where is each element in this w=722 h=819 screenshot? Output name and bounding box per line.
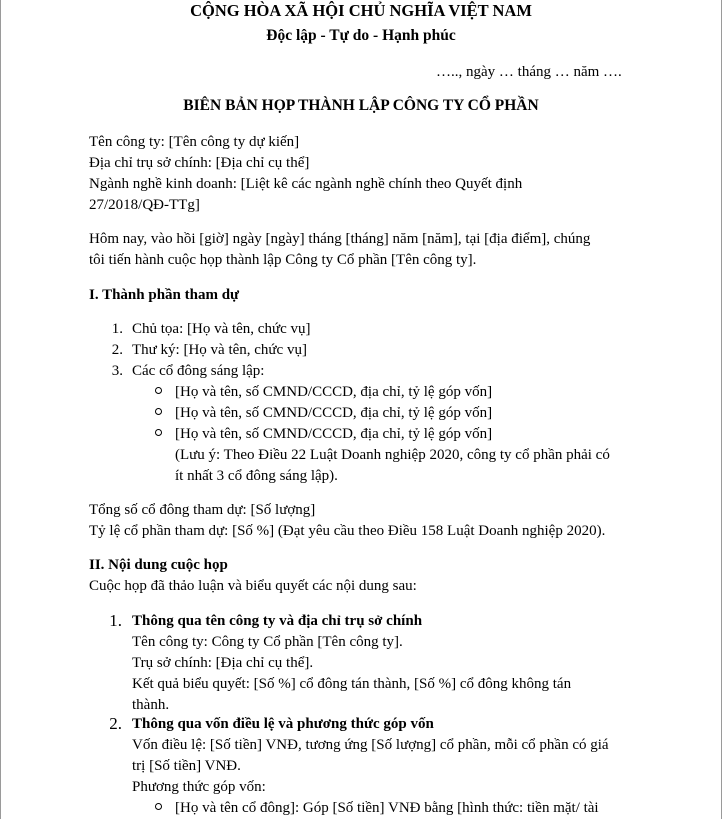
founders-item: Các cổ đông sáng lập: — [132, 363, 265, 379]
legal-note-line-1: (Lưu ý: Theo Điều 22 Luật Doanh nghiệp 2020, công ty cổ phần phải có — [175, 447, 610, 463]
document-title: BIÊN BẢN HỌP THÀNH LẬP CÔNG TY CỔ PHẦN — [183, 97, 539, 114]
bullet-icon — [155, 387, 162, 394]
agenda-item-2-line: Phương thức góp vốn: — [132, 779, 266, 795]
shareholder-entry: [Họ và tên, số CMND/CCCD, địa chỉ, tỷ lệ góp vốn] — [175, 384, 493, 400]
attendee-total-line: Tổng số cổ đông tham dự: [Số lượng] — [89, 502, 316, 518]
business-line-1: Ngành nghề kinh doanh: [Liệt kê các ngành nghề chính theo Quyết định — [89, 176, 523, 192]
agenda-item-2-title: Thông qua vốn điều lệ và phương thức góp vốn — [132, 716, 434, 732]
agenda-item-1-line: thành. — [132, 697, 170, 713]
contribution-entry: [Họ và tên cổ đông]: Góp [Số tiền] VNĐ bằng [hình thức: tiền mặt/ tài — [175, 800, 599, 816]
agenda-item-1-title: Thông qua tên công ty và địa chỉ trụ sở chính — [132, 613, 423, 629]
date-line: ….., ngày … tháng … năm …. — [436, 64, 622, 80]
section-2-intro: Cuộc họp đã thảo luận và biểu quyết các nội dung sau: — [89, 578, 417, 594]
national-motto: Độc lập - Tự do - Hạnh phúc — [266, 27, 456, 44]
agenda-item-1-line: Tên công ty: Công ty Cổ phần [Tên công ty]. — [132, 634, 403, 650]
national-title: CỘNG HÒA XÃ HỘI CHỦ NGHĨA VIỆT NAM — [190, 1, 532, 20]
list-number: 3. — [111, 363, 123, 379]
agenda-item-1-line: Kết quả biểu quyết: [Số %] cổ đông tán thành, [Số %] cổ đông không tán — [132, 676, 572, 692]
company-name-line: Tên công ty: [Tên công ty dự kiến] — [89, 134, 300, 150]
bullet-icon — [155, 803, 162, 810]
agenda-item-2-line: Vốn điều lệ: [Số tiền] VNĐ, tương ứng [Số lượng] cổ phần, mỗi cổ phần có giá — [132, 737, 609, 753]
shareholder-entry: [Họ và tên, số CMND/CCCD, địa chỉ, tỷ lệ góp vốn] — [175, 426, 493, 442]
list-number: 2. — [109, 714, 122, 733]
intro-line-2: tôi tiến hành cuộc họp thành lập Công ty Cổ phần [Tên công ty]. — [89, 252, 477, 268]
business-line-2: 27/2018/QĐ-TTg] — [89, 197, 200, 213]
bullet-icon — [155, 429, 162, 436]
shareholder-entry: [Họ và tên, số CMND/CCCD, địa chỉ, tỷ lệ góp vốn] — [175, 405, 493, 421]
section-2-heading: II. Nội dung cuộc họp — [89, 557, 228, 573]
section-1-heading: I. Thành phần tham dự — [89, 287, 240, 303]
secretary-item: Thư ký: [Họ và tên, chức vụ] — [132, 342, 307, 358]
chair-item: Chủ tọa: [Họ và tên, chức vụ] — [132, 321, 311, 337]
legal-note-line-2: ít nhất 3 cổ đông sáng lập). — [175, 468, 338, 484]
company-address-line: Địa chỉ trụ sở chính: [Địa chỉ cụ thể] — [89, 155, 310, 171]
intro-line-1: Hôm nay, vào hồi [giờ] ngày [ngày] tháng [tháng] năm [năm], tại [địa điểm], chúng — [89, 231, 591, 247]
list-number: 2. — [111, 342, 123, 358]
list-number: 1. — [109, 611, 122, 630]
list-number: 1. — [111, 321, 123, 337]
agenda-item-2-line: trị [Số tiền] VNĐ. — [132, 758, 241, 774]
agenda-item-1-line: Trụ sở chính: [Địa chỉ cụ thể]. — [132, 655, 314, 671]
bullet-icon — [155, 408, 162, 415]
share-ratio-line: Tỷ lệ cổ phần tham dự: [Số %] (Đạt yêu cầu theo Điều 158 Luật Doanh nghiệp 2020). — [89, 523, 606, 539]
